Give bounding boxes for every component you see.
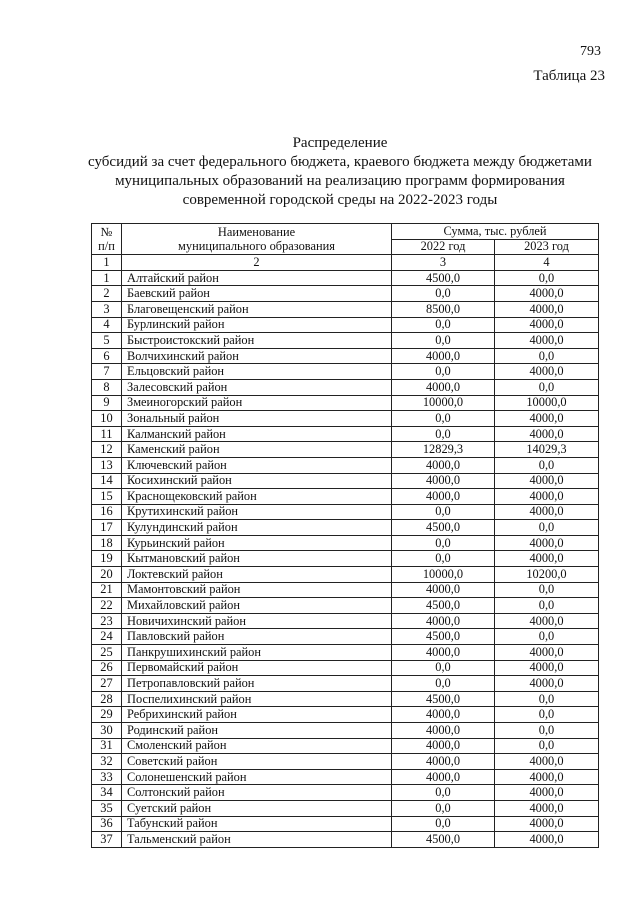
municipality-name: Баевский район: [122, 286, 392, 302]
row-number: 11: [92, 426, 122, 442]
amount-2022: 10000,0: [392, 567, 495, 583]
municipality-name: Поспелихинский район: [122, 691, 392, 707]
amount-2023: 14029,3: [495, 442, 599, 458]
amount-2023: 4000,0: [495, 473, 599, 489]
table-row: [92, 442, 599, 458]
amount-2022: 0,0: [392, 317, 495, 333]
amount-2023: 4000,0: [495, 317, 599, 333]
table-row: [92, 426, 599, 442]
amount-2022: 4000,0: [392, 723, 495, 739]
table-row: [92, 395, 599, 411]
municipality-name: Михайловский район: [122, 598, 392, 614]
amount-2023: 0,0: [495, 723, 599, 739]
municipality-name: Тальменский район: [122, 832, 392, 848]
row-number: 14: [92, 473, 122, 489]
row-number: 17: [92, 520, 122, 536]
table-row: [92, 411, 599, 427]
municipality-name: Локтевский район: [122, 567, 392, 583]
amount-2022: 4500,0: [392, 832, 495, 848]
row-number: 16: [92, 504, 122, 520]
title-line: Распределение: [292, 135, 388, 151]
row-number: 6: [92, 348, 122, 364]
row-number: 3: [92, 301, 122, 317]
row-number: 1: [92, 270, 122, 286]
table-row: [92, 379, 599, 395]
table-row: [92, 317, 599, 333]
amount-2022: 4500,0: [392, 629, 495, 645]
amount-2022: 4000,0: [392, 348, 495, 364]
amount-2023: 0,0: [495, 738, 599, 754]
amount-2022: 4500,0: [392, 598, 495, 614]
amount-2023: 4000,0: [495, 660, 599, 676]
row-number: 22: [92, 598, 122, 614]
row-number: 15: [92, 489, 122, 505]
table-row: [92, 832, 599, 848]
row-number: 24: [92, 629, 122, 645]
amount-2023: 4000,0: [495, 504, 599, 520]
header-number-line2: п/п: [98, 239, 115, 254]
amount-2023: 4000,0: [495, 333, 599, 349]
amount-2023: 4000,0: [495, 301, 599, 317]
header-row: [92, 224, 599, 240]
municipality-name: Калманский район: [122, 426, 392, 442]
table-row: [92, 364, 599, 380]
amount-2022: 8500,0: [392, 301, 495, 317]
amount-2022: 0,0: [392, 816, 495, 832]
municipality-name: Петропавловский район: [122, 676, 392, 692]
row-number: 13: [92, 457, 122, 473]
row-number: 2: [92, 286, 122, 302]
municipality-name: Краснощековский район: [122, 489, 392, 505]
row-number: 32: [92, 754, 122, 770]
table-row: [92, 582, 599, 598]
amount-2022: 4000,0: [392, 613, 495, 629]
table-row: [92, 520, 599, 536]
table-row: [92, 645, 599, 661]
amount-2023: 4000,0: [495, 832, 599, 848]
row-number: 36: [92, 816, 122, 832]
header-year-2022: 2022 год: [392, 239, 495, 255]
municipality-name: Солонешенский район: [122, 769, 392, 785]
table-row: [92, 707, 599, 723]
table-row: [92, 769, 599, 785]
column-index-row: [92, 255, 599, 271]
amount-2022: 4000,0: [392, 489, 495, 505]
row-number: 9: [92, 395, 122, 411]
amount-2023: 0,0: [495, 598, 599, 614]
amount-2022: 4500,0: [392, 270, 495, 286]
table-row: [92, 551, 599, 567]
amount-2023: 10200,0: [495, 567, 599, 583]
municipality-name: Залесовский район: [122, 379, 392, 395]
municipality-name: Ребрихинский район: [122, 707, 392, 723]
municipality-name: Ключевский район: [122, 457, 392, 473]
amount-2023: 4000,0: [495, 754, 599, 770]
column-index: 2: [122, 255, 392, 271]
amount-2023: 0,0: [495, 707, 599, 723]
amount-2023: 0,0: [495, 629, 599, 645]
table-row: [92, 270, 599, 286]
amount-2023: 4000,0: [495, 769, 599, 785]
table-row: [92, 598, 599, 614]
amount-2023: 4000,0: [495, 645, 599, 661]
municipality-name: Советский район: [122, 754, 392, 770]
amount-2023: 4000,0: [495, 613, 599, 629]
amount-2022: 4000,0: [392, 379, 495, 395]
row-number: 20: [92, 567, 122, 583]
header-name-line2: муниципального образования: [178, 239, 335, 254]
table-row: [92, 629, 599, 645]
row-number: 8: [92, 379, 122, 395]
title-line: муниципальных образований на реализацию программ формирования: [115, 173, 565, 189]
amount-2023: 4000,0: [495, 411, 599, 427]
amount-2022: 4000,0: [392, 754, 495, 770]
municipality-name: Первомайский район: [122, 660, 392, 676]
table-row: [92, 800, 599, 816]
amount-2023: 4000,0: [495, 364, 599, 380]
municipality-name: Родинский район: [122, 723, 392, 739]
amount-2023: 0,0: [495, 582, 599, 598]
table-row: [92, 816, 599, 832]
column-index: 3: [392, 255, 495, 271]
header-name-line1: Наименование: [217, 225, 296, 240]
header-name: [122, 224, 392, 255]
table-row: [92, 613, 599, 629]
row-number: 35: [92, 800, 122, 816]
table-row: [92, 754, 599, 770]
amount-2022: 4000,0: [392, 645, 495, 661]
municipality-name: Каменский район: [122, 442, 392, 458]
municipality-name: Курьинский район: [122, 535, 392, 551]
municipality-name: Бурлинский район: [122, 317, 392, 333]
municipality-name: Зональный район: [122, 411, 392, 427]
row-number: 7: [92, 364, 122, 380]
amount-2022: 0,0: [392, 785, 495, 801]
municipality-name: Суетский район: [122, 800, 392, 816]
municipality-name: Табунский район: [122, 816, 392, 832]
amount-2023: 0,0: [495, 520, 599, 536]
title-line: субсидий за счет федерального бюджета, краевого бюджета между бюджетами: [88, 154, 592, 170]
amount-2023: 4000,0: [495, 785, 599, 801]
amount-2023: 0,0: [495, 379, 599, 395]
municipality-name: Смоленский район: [122, 738, 392, 754]
amount-2022: 0,0: [392, 800, 495, 816]
table-row: [92, 504, 599, 520]
table-row: [92, 473, 599, 489]
row-number: 30: [92, 723, 122, 739]
municipality-name: Мамонтовский район: [122, 582, 392, 598]
amount-2023: 0,0: [495, 691, 599, 707]
row-number: 27: [92, 676, 122, 692]
title-line: современной городской среды на 2022-2023 годы: [182, 192, 498, 208]
municipality-name: Солтонский район: [122, 785, 392, 801]
table-row: [92, 785, 599, 801]
row-number: 12: [92, 442, 122, 458]
table-row: [92, 457, 599, 473]
amount-2022: 0,0: [392, 660, 495, 676]
municipality-name: Кулундинский район: [122, 520, 392, 536]
amount-2022: 12829,3: [392, 442, 495, 458]
amount-2022: 4000,0: [392, 582, 495, 598]
table-row: [92, 691, 599, 707]
amount-2023: 4000,0: [495, 676, 599, 692]
amount-2022: 4500,0: [392, 520, 495, 536]
table-body: [92, 270, 599, 847]
amount-2022: 4000,0: [392, 473, 495, 489]
header-year-2023: 2023 год: [495, 239, 599, 255]
amount-2022: 0,0: [392, 426, 495, 442]
table-row: [92, 489, 599, 505]
amount-2023: 4000,0: [495, 426, 599, 442]
row-number: 23: [92, 613, 122, 629]
header-number: [92, 224, 122, 255]
table-label: Таблица 23: [533, 68, 605, 84]
column-index: 1: [92, 255, 122, 271]
amount-2023: 4000,0: [495, 800, 599, 816]
table-row: [92, 286, 599, 302]
amount-2023: 4000,0: [495, 286, 599, 302]
table-row: [92, 723, 599, 739]
row-number: 34: [92, 785, 122, 801]
amount-2023: 4000,0: [495, 551, 599, 567]
row-number: 26: [92, 660, 122, 676]
table-row: [92, 535, 599, 551]
row-number: 4: [92, 317, 122, 333]
column-index: 4: [495, 255, 599, 271]
municipality-name: Панкрушихинский район: [122, 645, 392, 661]
table-row: [92, 738, 599, 754]
row-number: 5: [92, 333, 122, 349]
municipality-name: Кытмановский район: [122, 551, 392, 567]
amount-2022: 4000,0: [392, 738, 495, 754]
row-number: 28: [92, 691, 122, 707]
amount-2022: 0,0: [392, 411, 495, 427]
municipality-name: Волчихинский район: [122, 348, 392, 364]
table-row: [92, 567, 599, 583]
amount-2023: 4000,0: [495, 535, 599, 551]
table-row: [92, 660, 599, 676]
header-sum: Сумма, тыс. рублей: [392, 224, 599, 240]
row-number: 18: [92, 535, 122, 551]
municipality-name: Ельцовский район: [122, 364, 392, 380]
document-title: [60, 134, 620, 210]
amount-2022: 0,0: [392, 286, 495, 302]
amount-2022: 0,0: [392, 504, 495, 520]
amount-2023: 0,0: [495, 457, 599, 473]
row-number: 21: [92, 582, 122, 598]
amount-2023: 10000,0: [495, 395, 599, 411]
amount-2022: 4000,0: [392, 457, 495, 473]
table-row: [92, 333, 599, 349]
amount-2023: 0,0: [495, 348, 599, 364]
amount-2022: 4500,0: [392, 691, 495, 707]
table-row: [92, 348, 599, 364]
header-number-line1: №: [100, 225, 113, 240]
amount-2022: 4000,0: [392, 707, 495, 723]
table-row: [92, 676, 599, 692]
row-number: 31: [92, 738, 122, 754]
page-number: 793: [580, 44, 601, 59]
table-row: [92, 301, 599, 317]
amount-2023: 4000,0: [495, 816, 599, 832]
row-number: 29: [92, 707, 122, 723]
municipality-name: Быстроистокский район: [122, 333, 392, 349]
amount-2022: 10000,0: [392, 395, 495, 411]
municipality-name: Змеиногорский район: [122, 395, 392, 411]
amount-2022: 0,0: [392, 364, 495, 380]
row-number: 10: [92, 411, 122, 427]
municipality-name: Благовещенский район: [122, 301, 392, 317]
row-number: 25: [92, 645, 122, 661]
amount-2022: 4000,0: [392, 769, 495, 785]
amount-2022: 0,0: [392, 333, 495, 349]
subsidy-table: [91, 223, 599, 848]
municipality-name: Косихинский район: [122, 473, 392, 489]
amount-2023: 4000,0: [495, 489, 599, 505]
municipality-name: Новичихинский район: [122, 613, 392, 629]
municipality-name: Павловский район: [122, 629, 392, 645]
row-number: 19: [92, 551, 122, 567]
amount-2022: 0,0: [392, 535, 495, 551]
row-number: 37: [92, 832, 122, 848]
row-number: 33: [92, 769, 122, 785]
municipality-name: Алтайский район: [122, 270, 392, 286]
amount-2022: 0,0: [392, 551, 495, 567]
amount-2022: 0,0: [392, 676, 495, 692]
amount-2023: 0,0: [495, 270, 599, 286]
municipality-name: Крутихинский район: [122, 504, 392, 520]
